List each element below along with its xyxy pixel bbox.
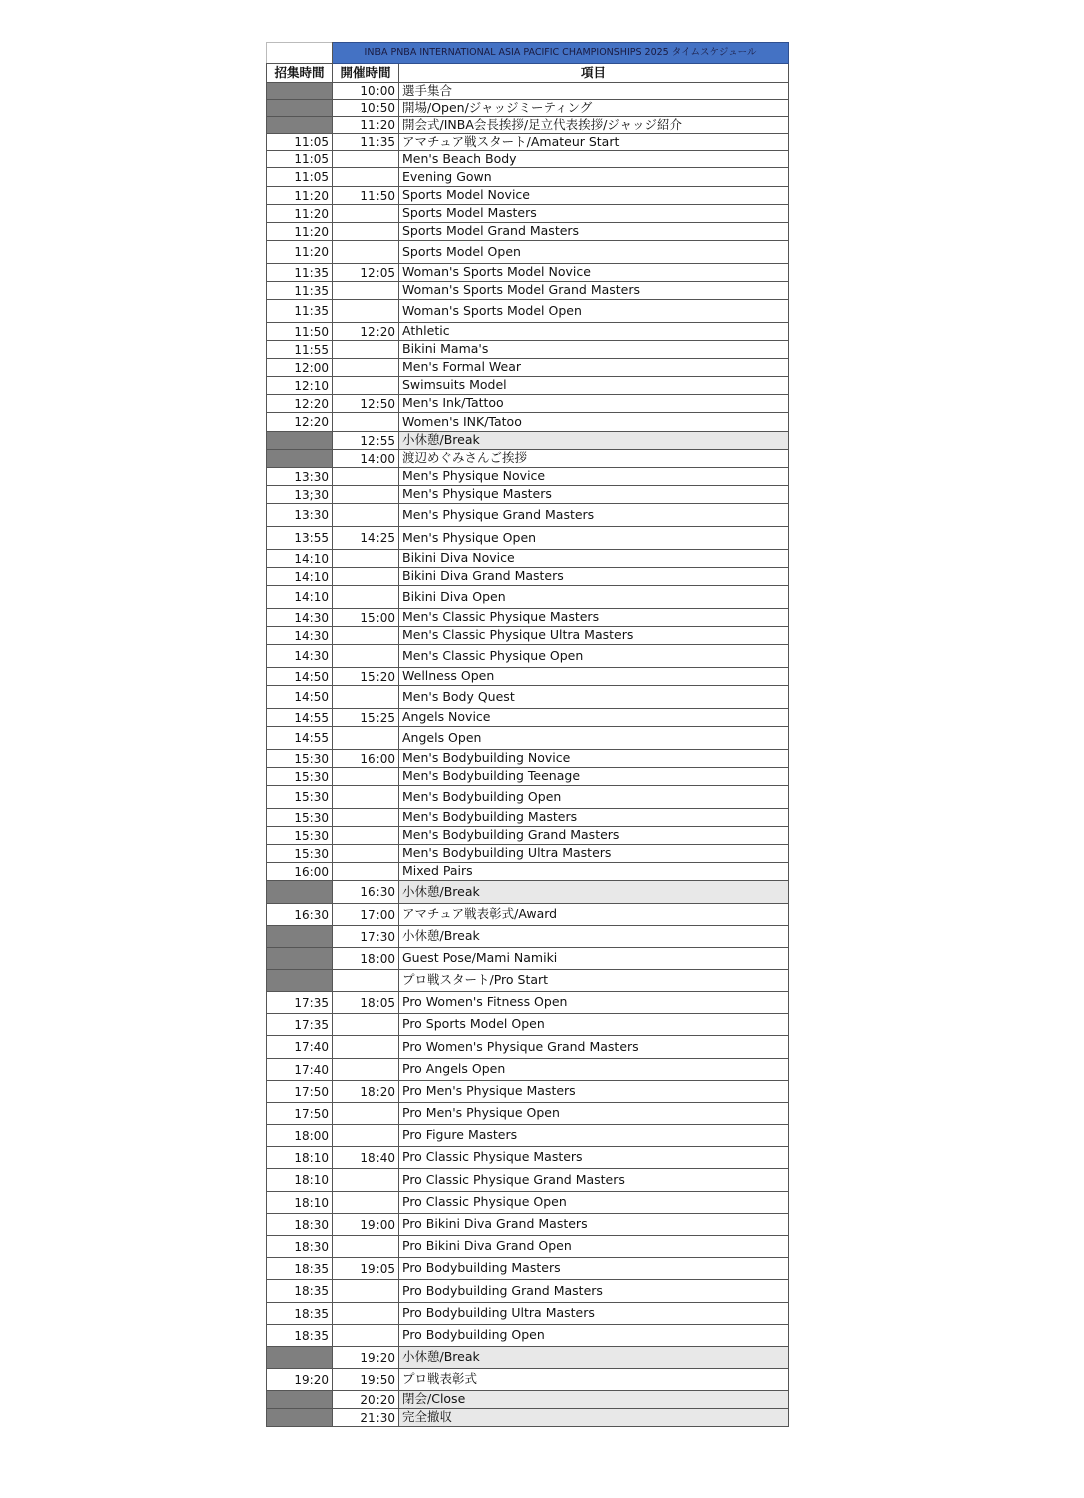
start-time-cell: [333, 727, 399, 750]
item-cell: Swimsuits Model: [399, 377, 789, 395]
item-cell: Evening Gown: [399, 168, 789, 187]
table-row: [267, 1391, 789, 1409]
call-time-cell: 14:50: [267, 668, 333, 686]
table-row: [267, 264, 789, 282]
item-cell: アマチュア戦表彰式/Award: [399, 904, 789, 926]
item-cell: Bikini Diva Novice: [399, 550, 789, 568]
start-time-cell: [333, 827, 399, 845]
table-row: [267, 970, 789, 992]
item-cell: Sports Model Masters: [399, 205, 789, 223]
item-cell: Mixed Pairs: [399, 863, 789, 881]
table-row: [267, 568, 789, 586]
item-cell: Bikini Diva Grand Masters: [399, 568, 789, 586]
item-cell: Men's Physique Novice: [399, 468, 789, 486]
start-time-cell: [333, 1125, 399, 1147]
table-row: [267, 709, 789, 727]
start-time-cell: 21:30: [333, 1409, 399, 1427]
item-cell: プロ戦表彰式: [399, 1369, 789, 1391]
start-time-cell: [333, 568, 399, 586]
table-row: [267, 1192, 789, 1214]
start-time-cell: [333, 786, 399, 809]
table-row: [267, 282, 789, 300]
call-time-cell: 13:30: [267, 468, 333, 486]
call-time-cell: 11:05: [267, 134, 333, 151]
table-row: [267, 609, 789, 627]
table-row: [267, 300, 789, 323]
table-row: [267, 486, 789, 504]
start-time-cell: 10:00: [333, 83, 399, 100]
start-time-cell: 17:30: [333, 926, 399, 948]
start-time-cell: [333, 300, 399, 323]
table-row: [267, 904, 789, 926]
header-row: [267, 64, 789, 83]
call-time-cell: 18:00: [267, 1125, 333, 1147]
call-time-cell: 12:20: [267, 413, 333, 432]
item-cell: Athletic: [399, 323, 789, 341]
table-row: [267, 1014, 789, 1036]
table-row: [267, 1409, 789, 1427]
table-row: [267, 527, 789, 550]
call-time-cell: 13:55: [267, 527, 333, 550]
call-time-cell: 12:00: [267, 359, 333, 377]
call-time-cell: 13:30: [267, 504, 333, 527]
item-cell: 小休憩/Break: [399, 1347, 789, 1369]
call-time-cell: [267, 432, 333, 450]
call-time-cell: 11:50: [267, 323, 333, 341]
table-row: [267, 1125, 789, 1147]
start-time-cell: [333, 1036, 399, 1059]
table-row: [267, 1303, 789, 1325]
table-row: [267, 432, 789, 450]
call-time-cell: [267, 948, 333, 970]
start-time-cell: 18:40: [333, 1147, 399, 1169]
item-cell: Pro Bikini Diva Grand Open: [399, 1236, 789, 1258]
call-time-cell: [267, 1409, 333, 1427]
table-row: [267, 413, 789, 432]
table-row: [267, 1214, 789, 1236]
table-row: [267, 83, 789, 100]
item-cell: 開場/Open/ジャッジミーティング: [399, 100, 789, 117]
table-row: [267, 377, 789, 395]
item-cell: プロ戦スタート/Pro Start: [399, 970, 789, 992]
table-row: [267, 223, 789, 241]
call-time-cell: 18:10: [267, 1192, 333, 1214]
start-time-cell: [333, 970, 399, 992]
call-time-cell: 12:10: [267, 377, 333, 395]
call-time-cell: 14:50: [267, 686, 333, 709]
table-row: [267, 948, 789, 970]
call-time-cell: 14:30: [267, 645, 333, 668]
call-time-cell: 13;30: [267, 486, 333, 504]
item-cell: Men's Ink/Tattoo: [399, 395, 789, 413]
start-time-cell: [333, 645, 399, 668]
start-time-cell: [333, 1325, 399, 1347]
table-row: [267, 187, 789, 205]
item-cell: Men's Bodybuilding Novice: [399, 750, 789, 768]
table-row: [267, 668, 789, 686]
start-time-cell: [333, 377, 399, 395]
item-cell: Pro Figure Masters: [399, 1125, 789, 1147]
table-row: [267, 1036, 789, 1059]
call-time-cell: [267, 450, 333, 468]
item-cell: Men's Physique Grand Masters: [399, 504, 789, 527]
item-cell: Bikini Diva Open: [399, 586, 789, 609]
start-time-cell: [333, 1192, 399, 1214]
table-row: [267, 341, 789, 359]
call-time-cell: 15:30: [267, 827, 333, 845]
start-time-cell: [333, 205, 399, 223]
call-time-cell: 18:35: [267, 1303, 333, 1325]
call-time-cell: 18:30: [267, 1214, 333, 1236]
item-cell: Men's Classic Physique Ultra Masters: [399, 627, 789, 645]
table-row: [267, 1258, 789, 1280]
item-cell: 選手集合: [399, 83, 789, 100]
item-cell: Men's Physique Masters: [399, 486, 789, 504]
start-time-cell: 12:50: [333, 395, 399, 413]
start-time-cell: [333, 1014, 399, 1036]
title-row: [267, 43, 789, 64]
start-time-cell: [333, 223, 399, 241]
item-cell: Pro Classic Physique Grand Masters: [399, 1169, 789, 1192]
call-time-cell: [267, 100, 333, 117]
table-row: [267, 1369, 789, 1391]
item-cell: 開会式/INBA会長挨拶/足立代表挨拶/ジャッジ紹介: [399, 117, 789, 134]
start-time-cell: 17:00: [333, 904, 399, 926]
table-row: [267, 168, 789, 187]
item-cell: Sports Model Novice: [399, 187, 789, 205]
start-time-cell: 14:25: [333, 527, 399, 550]
call-time-cell: 14:10: [267, 568, 333, 586]
call-time-cell: 11:35: [267, 282, 333, 300]
item-cell: Men's Bodybuilding Open: [399, 786, 789, 809]
call-time-cell: 12:20: [267, 395, 333, 413]
table-row: [267, 750, 789, 768]
call-time-cell: 16:30: [267, 904, 333, 926]
start-time-cell: [333, 1303, 399, 1325]
table-row: [267, 151, 789, 168]
call-time-cell: [267, 1347, 333, 1369]
start-time-cell: 18:05: [333, 992, 399, 1014]
call-time-cell: 18:35: [267, 1258, 333, 1280]
item-cell: Men's Bodybuilding Teenage: [399, 768, 789, 786]
item-cell: 渡辺めぐみさんご挨拶: [399, 450, 789, 468]
start-time-cell: [333, 627, 399, 645]
start-time-cell: [333, 359, 399, 377]
start-time-cell: 11:50: [333, 187, 399, 205]
schedule-table: [266, 42, 789, 1427]
item-cell: 小休憩/Break: [399, 432, 789, 450]
table-row: [267, 1236, 789, 1258]
call-time-cell: 18:35: [267, 1280, 333, 1303]
call-time-cell: 11:05: [267, 151, 333, 168]
start-time-cell: [333, 1103, 399, 1125]
table-row: [267, 1347, 789, 1369]
item-cell: Pro Bodybuilding Ultra Masters: [399, 1303, 789, 1325]
call-time-cell: 18:10: [267, 1169, 333, 1192]
item-cell: Wellness Open: [399, 668, 789, 686]
call-time-cell: 11:20: [267, 241, 333, 264]
call-time-cell: [267, 117, 333, 134]
table-row: [267, 809, 789, 827]
item-cell: Men's Formal Wear: [399, 359, 789, 377]
item-cell: Men's Classic Physique Open: [399, 645, 789, 668]
start-time-cell: [333, 486, 399, 504]
table-row: [267, 827, 789, 845]
item-cell: Men's Bodybuilding Grand Masters: [399, 827, 789, 845]
table-row: [267, 100, 789, 117]
item-cell: Sports Model Grand Masters: [399, 223, 789, 241]
start-time-cell: [333, 1236, 399, 1258]
item-cell: 閉会/Close: [399, 1391, 789, 1409]
table-row: [267, 1103, 789, 1125]
call-time-cell: [267, 881, 333, 904]
item-cell: Pro Sports Model Open: [399, 1014, 789, 1036]
table-row: [267, 1325, 789, 1347]
start-time-cell: [333, 1169, 399, 1192]
table-row: [267, 1081, 789, 1103]
table-row: [267, 926, 789, 948]
title-blank-cell: [267, 43, 333, 64]
item-cell: Pro Women's Fitness Open: [399, 992, 789, 1014]
start-time-cell: [333, 341, 399, 359]
call-time-cell: 17:35: [267, 1014, 333, 1036]
start-time-cell: 11:20: [333, 117, 399, 134]
call-time-cell: 16:00: [267, 863, 333, 881]
start-time-cell: 12:05: [333, 264, 399, 282]
call-time-cell: 15:30: [267, 786, 333, 809]
item-cell: Pro Women's Physique Grand Masters: [399, 1036, 789, 1059]
start-time-cell: [333, 863, 399, 881]
table-row: [267, 786, 789, 809]
start-time-cell: [333, 151, 399, 168]
call-time-cell: [267, 970, 333, 992]
call-time-cell: 14:30: [267, 609, 333, 627]
header-item: 項目: [399, 64, 789, 83]
start-time-cell: 15:25: [333, 709, 399, 727]
start-time-cell: [333, 468, 399, 486]
start-time-cell: [333, 1059, 399, 1081]
start-time-cell: [333, 282, 399, 300]
call-time-cell: [267, 926, 333, 948]
item-cell: Pro Classic Physique Masters: [399, 1147, 789, 1169]
call-time-cell: 14:30: [267, 627, 333, 645]
table-row: [267, 768, 789, 786]
start-time-cell: 11:35: [333, 134, 399, 151]
item-cell: Bikini Mama's: [399, 341, 789, 359]
item-cell: Men's Physique Open: [399, 527, 789, 550]
start-time-cell: 18:20: [333, 1081, 399, 1103]
call-time-cell: 19:20: [267, 1369, 333, 1391]
table-row: [267, 450, 789, 468]
sheet-title: INBA PNBA INTERNATIONAL ASIA PACIFIC CHAMPIONSHIPS 2025 タイムスケジュール: [333, 43, 789, 64]
table-row: [267, 241, 789, 264]
table-row: [267, 117, 789, 134]
call-time-cell: 11:35: [267, 264, 333, 282]
call-time-cell: 14:10: [267, 586, 333, 609]
item-cell: Pro Bodybuilding Open: [399, 1325, 789, 1347]
table-row: [267, 627, 789, 645]
call-time-cell: 18:10: [267, 1147, 333, 1169]
table-row: [267, 881, 789, 904]
item-cell: Sports Model Open: [399, 241, 789, 264]
item-cell: Woman's Sports Model Grand Masters: [399, 282, 789, 300]
call-time-cell: 17:35: [267, 992, 333, 1014]
start-time-cell: 20:20: [333, 1391, 399, 1409]
table-row: [267, 863, 789, 881]
table-row: [267, 1147, 789, 1169]
table-row: [267, 504, 789, 527]
item-cell: Pro Angels Open: [399, 1059, 789, 1081]
call-time-cell: 18:35: [267, 1325, 333, 1347]
start-time-cell: 19:00: [333, 1214, 399, 1236]
start-time-cell: 19:50: [333, 1369, 399, 1391]
table-row: [267, 1169, 789, 1192]
item-cell: Pro Bodybuilding Grand Masters: [399, 1280, 789, 1303]
call-time-cell: 11:20: [267, 205, 333, 223]
table-row: [267, 205, 789, 223]
header-start-time: 開催時間: [333, 64, 399, 83]
item-cell: Pro Men's Physique Masters: [399, 1081, 789, 1103]
table-row: [267, 323, 789, 341]
start-time-cell: [333, 413, 399, 432]
start-time-cell: [333, 809, 399, 827]
item-cell: 完全撤収: [399, 1409, 789, 1427]
item-cell: Men's Bodybuilding Masters: [399, 809, 789, 827]
start-time-cell: [333, 504, 399, 527]
call-time-cell: 11:20: [267, 223, 333, 241]
item-cell: Angels Open: [399, 727, 789, 750]
item-cell: Angels Novice: [399, 709, 789, 727]
table-row: [267, 468, 789, 486]
table-row: [267, 645, 789, 668]
table-row: [267, 550, 789, 568]
table-row: [267, 992, 789, 1014]
start-time-cell: 16:00: [333, 750, 399, 768]
table-row: [267, 845, 789, 863]
header-call-time: 招集時間: [267, 64, 333, 83]
call-time-cell: [267, 83, 333, 100]
item-cell: Woman's Sports Model Novice: [399, 264, 789, 282]
item-cell: Women's INK/Tatoo: [399, 413, 789, 432]
call-time-cell: 17:50: [267, 1081, 333, 1103]
start-time-cell: 15:20: [333, 668, 399, 686]
call-time-cell: 11:55: [267, 341, 333, 359]
table-row: [267, 359, 789, 377]
start-time-cell: [333, 586, 399, 609]
start-time-cell: 12:20: [333, 323, 399, 341]
schedule-sheet: [266, 42, 788, 1427]
start-time-cell: [333, 768, 399, 786]
start-time-cell: 19:05: [333, 1258, 399, 1280]
item-cell: Guest Pose/Mami Namiki: [399, 948, 789, 970]
call-time-cell: 15:30: [267, 768, 333, 786]
call-time-cell: 11:20: [267, 187, 333, 205]
start-time-cell: 16:30: [333, 881, 399, 904]
item-cell: Men's Beach Body: [399, 151, 789, 168]
call-time-cell: 17:40: [267, 1059, 333, 1081]
call-time-cell: 11:05: [267, 168, 333, 187]
call-time-cell: 14:10: [267, 550, 333, 568]
table-row: [267, 727, 789, 750]
start-time-cell: [333, 241, 399, 264]
table-row: [267, 395, 789, 413]
start-time-cell: [333, 168, 399, 187]
call-time-cell: 14:55: [267, 709, 333, 727]
start-time-cell: [333, 845, 399, 863]
item-cell: Woman's Sports Model Open: [399, 300, 789, 323]
start-time-cell: 10:50: [333, 100, 399, 117]
table-row: [267, 1280, 789, 1303]
item-cell: Pro Bodybuilding Masters: [399, 1258, 789, 1280]
call-time-cell: [267, 1391, 333, 1409]
item-cell: Men's Bodybuilding Ultra Masters: [399, 845, 789, 863]
call-time-cell: 17:40: [267, 1036, 333, 1059]
item-cell: Pro Classic Physique Open: [399, 1192, 789, 1214]
start-time-cell: [333, 550, 399, 568]
start-time-cell: [333, 1280, 399, 1303]
call-time-cell: 11:35: [267, 300, 333, 323]
item-cell: Men's Body Quest: [399, 686, 789, 709]
call-time-cell: 18:30: [267, 1236, 333, 1258]
call-time-cell: 15:30: [267, 809, 333, 827]
item-cell: アマチュア戦スタート/Amateur Start: [399, 134, 789, 151]
item-cell: Pro Bikini Diva Grand Masters: [399, 1214, 789, 1236]
call-time-cell: 14:55: [267, 727, 333, 750]
call-time-cell: 15:30: [267, 750, 333, 768]
table-row: [267, 586, 789, 609]
table-row: [267, 134, 789, 151]
start-time-cell: 12:55: [333, 432, 399, 450]
start-time-cell: 14:00: [333, 450, 399, 468]
table-row: [267, 686, 789, 709]
table-row: [267, 1059, 789, 1081]
start-time-cell: 15:00: [333, 609, 399, 627]
start-time-cell: 19:20: [333, 1347, 399, 1369]
start-time-cell: 18:00: [333, 948, 399, 970]
item-cell: Pro Men's Physique Open: [399, 1103, 789, 1125]
item-cell: Men's Classic Physique Masters: [399, 609, 789, 627]
start-time-cell: [333, 686, 399, 709]
call-time-cell: 15:30: [267, 845, 333, 863]
call-time-cell: 17:50: [267, 1103, 333, 1125]
item-cell: 小休憩/Break: [399, 881, 789, 904]
item-cell: 小休憩/Break: [399, 926, 789, 948]
